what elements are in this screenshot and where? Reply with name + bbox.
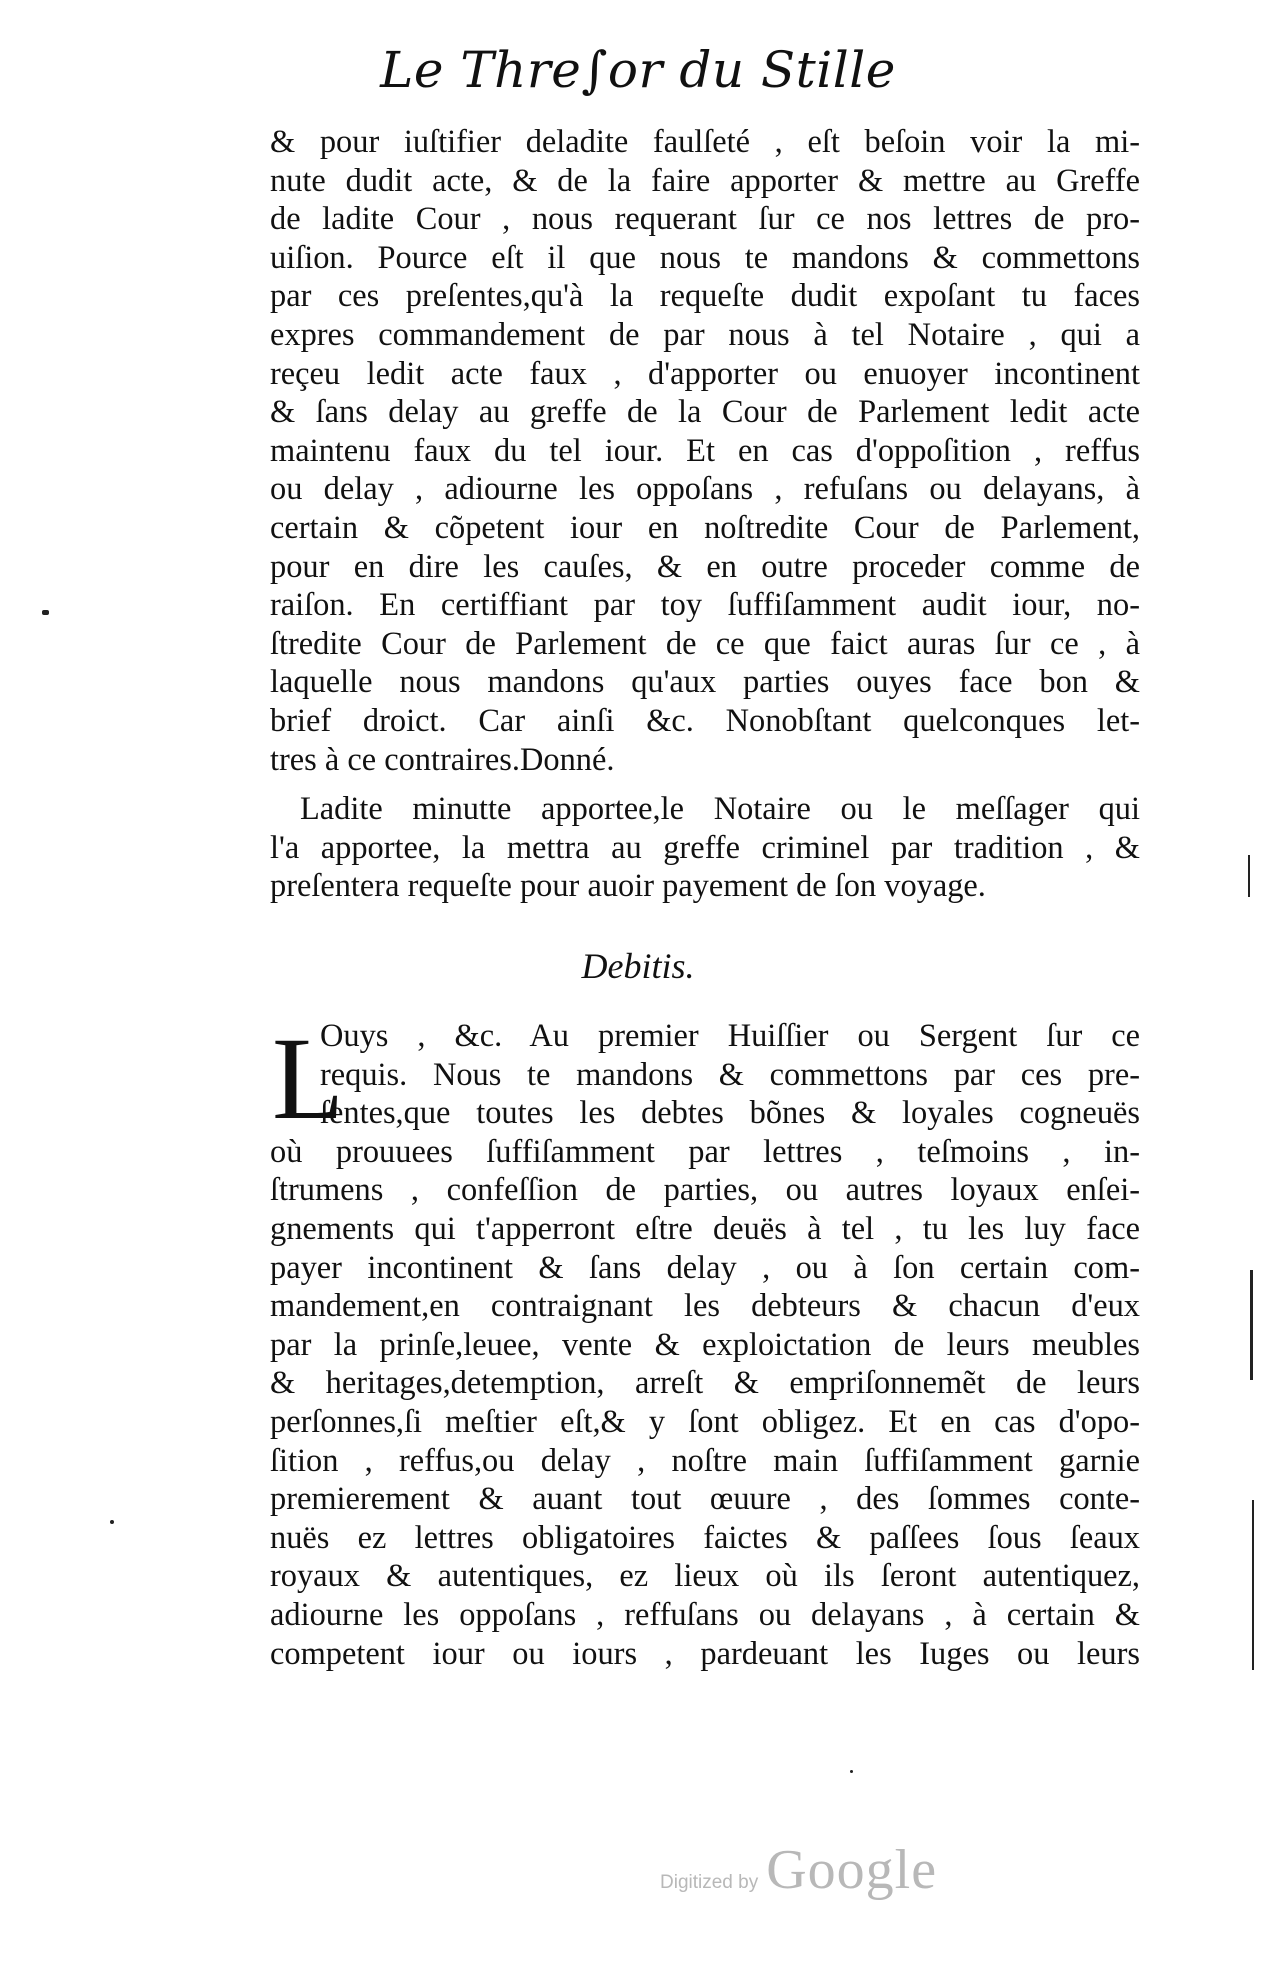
text-line: Ladite minutte apportee,le Notaire ou le meſſager qui xyxy=(300,791,1140,827)
scan-mark xyxy=(110,1520,114,1524)
text-line: brief droict. Car ainſi &c. Nonobſtant quelconques let- xyxy=(270,702,1140,739)
scan-mark xyxy=(42,610,49,615)
drop-cap: L xyxy=(272,1013,345,1144)
scan-mark xyxy=(1250,1270,1253,1380)
text-line: & ſans delay au greffe de la Cour de Parlement ledit acte xyxy=(270,394,1140,431)
text-line: premierement & auant tout œuure , des ſommes conte- xyxy=(270,1481,1140,1518)
text-line: royaux & autentiques, ez lieux où ils ſeront autentiquez, xyxy=(270,1558,1140,1595)
scan-mark xyxy=(1252,1500,1254,1670)
text-line: & heritages,detemption, arreſt & empriſonnemẽt de leurs xyxy=(270,1365,1140,1402)
text-line: maintenu faux du tel iour. Et en cas d'oppoſition , reffus xyxy=(270,432,1140,469)
text-line: competent iour ou iours , pardeuant les Iuges ou leurs xyxy=(270,1635,1140,1672)
paragraph-2 xyxy=(270,790,1140,906)
text-line: tres à ce contraires.Donné. xyxy=(270,741,615,778)
text-line: où prouuees ſuffiſamment par lettres , teſmoins , in- xyxy=(270,1133,1140,1170)
text-line: nute dudit acte, & de la faire apporter & mettre au Greffe xyxy=(270,162,1140,199)
text-line: raiſon. En certiffiant par toy ſuffiſamment audit iour, no- xyxy=(270,587,1140,624)
text-line: ou delay , adiourne les oppoſans , refuſans ou delayans, à xyxy=(270,471,1140,508)
text-line: mandement,en contraignant les debteurs & chacun d'eux xyxy=(270,1288,1140,1325)
text-line: ſition , reffus,ou delay , noſtre main ſuffiſamment garnie xyxy=(270,1442,1140,1479)
text-line: par ces preſentes,qu'à la requeſte dudit expoſant tu faces xyxy=(270,278,1140,315)
text-line: nuës ez lettres obligatoires faictes & paſſees ſous ſeaux xyxy=(270,1519,1140,1556)
text-line: l'a apportee, la mettra au greffe criminel par tradition , & xyxy=(270,829,1140,866)
text-line: ſtrumens , confeſſion de parties, ou autres loyaux enſei- xyxy=(270,1172,1140,1209)
text-line: adiourne les oppoſans , reffuſans ou delayans , à certain & xyxy=(270,1596,1140,1633)
text-line: certain & cõpetent iour en noſtredite Cour de Parlement, xyxy=(270,509,1140,546)
text-line: payer incontinent & ſans delay , ou à ſon certain com- xyxy=(270,1249,1140,1286)
text-line: gnements qui t'apperront eſtre deuës à tel , tu les luy face xyxy=(270,1210,1140,1247)
paragraph-3 xyxy=(270,1013,1140,1673)
text-line: expres commandement de par nous à tel Notaire , qui a xyxy=(270,316,1140,353)
text-line: par la prinſe,leuee, vente & exploictation de leurs meubles xyxy=(270,1326,1140,1363)
watermark-prefix: Digitized by xyxy=(660,1872,759,1893)
text-line: Ouys , &c. Au premier Huiſſier ou Sergent ſur ce xyxy=(320,1018,1140,1054)
text-line: de ladite Cour , nous requerant ſur ce nos lettres de pro- xyxy=(270,201,1140,238)
text-line: pour en dire les cauſes, & en outre proceder comme de xyxy=(270,548,1140,585)
scan-mark xyxy=(850,1770,853,1773)
text-line: requis. Nous te mandons & commettons par ces pre- xyxy=(320,1056,1140,1093)
text-line: preſentera requeſte pour auoir payement de ſon voyage. xyxy=(270,868,986,905)
text-line: & pour iuſtifier deladite faulſeté , eſt beſoin voir la mi- xyxy=(270,124,1140,160)
google-logo: Google xyxy=(766,1839,938,1901)
text-line: uiſion. Pource eſt il que nous te mandons & commettons xyxy=(270,239,1140,276)
text-line: laquelle nous mandons qu'aux parties ouyes face bon & xyxy=(270,664,1140,701)
section-heading: Debitis. xyxy=(581,946,695,986)
digitization-watermark xyxy=(660,1838,937,1902)
running-head: Le Thre∫or du Stille xyxy=(380,41,896,99)
text-line: ſtredite Cour de Parlement de ce que faict auras ſur ce , à xyxy=(270,625,1140,662)
text-line: reçeu ledit acte faux , d'apporter ou enuoyer incontinent xyxy=(270,355,1140,392)
text-line: perſonnes,ſi meſtier eſt,& y ſont obligez. Et en cas d'opo- xyxy=(270,1403,1140,1440)
text-line: ſentes,que toutes les debtes bõnes & loyales cogneuës xyxy=(320,1095,1140,1132)
paragraph-1 xyxy=(270,123,1140,779)
scan-mark xyxy=(1248,855,1250,897)
